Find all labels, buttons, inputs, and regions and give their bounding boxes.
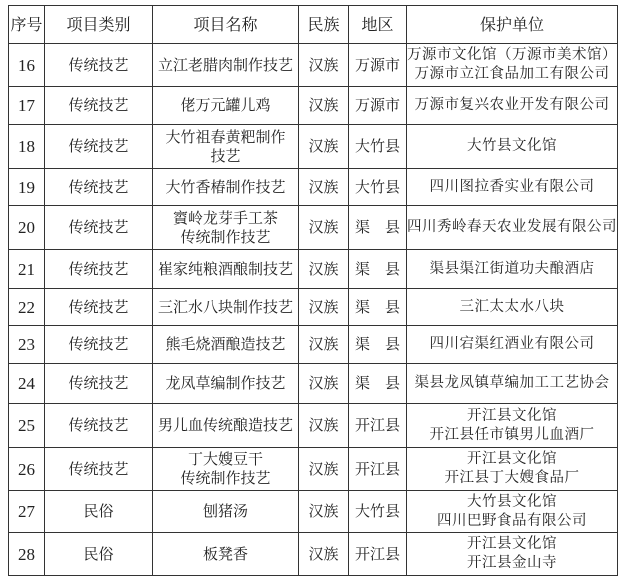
project-name bbox=[153, 289, 299, 326]
protection-unit bbox=[407, 448, 618, 491]
heritage-table bbox=[8, 5, 618, 576]
project-name bbox=[153, 404, 299, 448]
project-name bbox=[153, 169, 299, 206]
row-number: 26 bbox=[9, 448, 45, 491]
row-number: 28 bbox=[9, 533, 45, 576]
project-category: 传统技艺 bbox=[45, 364, 153, 404]
region: 开江县 bbox=[349, 533, 407, 576]
ethnicity: 汉族 bbox=[299, 87, 349, 125]
row-number: 22 bbox=[9, 289, 45, 326]
header-region: 地区 bbox=[349, 6, 407, 44]
project-name bbox=[153, 533, 299, 576]
protection-unit-line: 大竹县文化馆 bbox=[467, 138, 557, 154]
table-row bbox=[9, 87, 618, 125]
protection-unit-line: 开江县丁大嫂食品厂 bbox=[444, 470, 580, 486]
ethnicity: 汉族 bbox=[299, 289, 349, 326]
project-category: 传统技艺 bbox=[45, 169, 153, 206]
table-row bbox=[9, 289, 618, 326]
project-name-line: 传统制作技艺 bbox=[180, 469, 271, 487]
protection-unit bbox=[407, 404, 618, 448]
row-number: 27 bbox=[9, 491, 45, 533]
protection-unit bbox=[407, 364, 618, 404]
project-name-line: 技艺 bbox=[210, 146, 241, 165]
row-number: 18 bbox=[9, 125, 45, 169]
protection-unit bbox=[407, 169, 618, 206]
protection-unit-line: 开江县金山寺 bbox=[467, 555, 557, 571]
project-category: 传统技艺 bbox=[45, 404, 153, 448]
project-category: 传统技艺 bbox=[45, 125, 153, 169]
header-ethnicity: 民族 bbox=[299, 6, 349, 44]
ethnicity: 汉族 bbox=[299, 44, 349, 87]
project-category: 传统技艺 bbox=[45, 448, 153, 491]
project-name-line: 刨猪汤 bbox=[202, 502, 248, 520]
protection-unit-line: 四川巴野食品有限公司 bbox=[437, 512, 587, 529]
project-category: 传统技艺 bbox=[45, 44, 153, 87]
project-name-line: 板凳香 bbox=[202, 544, 248, 563]
project-category: 传统技艺 bbox=[45, 206, 153, 250]
protection-unit-line: 四川宕渠红酒业有限公司 bbox=[429, 336, 595, 352]
project-name bbox=[153, 206, 299, 250]
row-number: 19 bbox=[9, 169, 45, 206]
table-row bbox=[9, 491, 618, 533]
protection-unit bbox=[407, 289, 618, 326]
ethnicity: 汉族 bbox=[299, 125, 349, 169]
header-name: 项目名称 bbox=[153, 6, 299, 44]
protection-unit-line: 万源市文化馆（万源市美术馆） bbox=[407, 47, 617, 63]
protection-unit-line: 大竹县文化馆 bbox=[467, 493, 557, 510]
ethnicity: 汉族 bbox=[299, 491, 349, 533]
protection-unit-line: 三汇太太水八块 bbox=[459, 298, 565, 315]
protection-unit-line: 四川秀岭春天农业发展有限公司 bbox=[407, 219, 617, 235]
project-name-line: 大竹祖春黄粑制作 bbox=[165, 127, 286, 146]
region: 开江县 bbox=[349, 448, 407, 491]
project-name-line: 龙凤草编制作技艺 bbox=[165, 374, 286, 392]
project-name-line: 立江老腊肉制作技艺 bbox=[157, 55, 293, 74]
project-category: 传统技艺 bbox=[45, 87, 153, 125]
protection-unit bbox=[407, 87, 618, 125]
project-name-line: 传统制作技艺 bbox=[180, 227, 271, 246]
region: 渠 县 bbox=[349, 364, 407, 404]
row-number: 23 bbox=[9, 326, 45, 364]
project-category: 民俗 bbox=[45, 533, 153, 576]
ethnicity: 汉族 bbox=[299, 326, 349, 364]
region: 大竹县 bbox=[349, 169, 407, 206]
ethnicity: 汉族 bbox=[299, 364, 349, 404]
project-name bbox=[153, 125, 299, 169]
table-row bbox=[9, 169, 618, 206]
region: 渠 县 bbox=[349, 250, 407, 289]
table-row bbox=[9, 250, 618, 289]
protection-unit-line: 四川图拉香实业有限公司 bbox=[429, 178, 595, 195]
header-no: 序号 bbox=[9, 6, 45, 44]
row-number: 17 bbox=[9, 87, 45, 125]
protection-unit bbox=[407, 44, 618, 87]
project-name-line: 男儿血传统酿造技艺 bbox=[157, 416, 293, 434]
header-unit: 保护单位 bbox=[407, 6, 618, 44]
project-name-line: 賨岭龙芽手工茶 bbox=[172, 208, 278, 227]
row-number: 24 bbox=[9, 364, 45, 404]
header-category: 项目类别 bbox=[45, 6, 153, 44]
ethnicity: 汉族 bbox=[299, 169, 349, 206]
region: 大竹县 bbox=[349, 491, 407, 533]
protection-unit bbox=[407, 533, 618, 576]
table-row bbox=[9, 206, 618, 250]
table-row bbox=[9, 404, 618, 448]
region: 大竹县 bbox=[349, 125, 407, 169]
ethnicity: 汉族 bbox=[299, 404, 349, 448]
ethnicity: 汉族 bbox=[299, 250, 349, 289]
row-number: 21 bbox=[9, 250, 45, 289]
project-name-line: 崔家纯粮酒酿制技艺 bbox=[157, 259, 293, 278]
project-name bbox=[153, 326, 299, 364]
protection-unit-line: 开江县文化馆 bbox=[467, 536, 557, 552]
protection-unit-line: 万源市复兴农业开发有限公司 bbox=[414, 97, 610, 113]
protection-unit-line: 开江县文化馆 bbox=[467, 407, 557, 424]
project-name bbox=[153, 491, 299, 533]
project-name bbox=[153, 364, 299, 404]
project-name bbox=[153, 87, 299, 125]
project-category: 传统技艺 bbox=[45, 326, 153, 364]
project-name-line: 丁大嫂豆干 bbox=[187, 450, 263, 468]
project-name-line: 三汇水八块制作技艺 bbox=[157, 297, 293, 316]
protection-unit-line: 开江县文化馆 bbox=[467, 451, 557, 467]
table-row bbox=[9, 448, 618, 491]
row-number: 20 bbox=[9, 206, 45, 250]
protection-unit bbox=[407, 250, 618, 289]
table-row bbox=[9, 533, 618, 576]
ethnicity: 汉族 bbox=[299, 533, 349, 576]
region: 万源市 bbox=[349, 87, 407, 125]
protection-unit-line: 渠县渠江街道功夫酿酒店 bbox=[429, 260, 595, 277]
row-number: 25 bbox=[9, 404, 45, 448]
project-category: 传统技艺 bbox=[45, 250, 153, 289]
table-row bbox=[9, 364, 618, 404]
region: 开江县 bbox=[349, 404, 407, 448]
project-name-line: 熊毛烧酒酿造技艺 bbox=[165, 335, 286, 353]
protection-unit bbox=[407, 206, 618, 250]
project-name-line: 佬万元罐儿鸡 bbox=[180, 96, 271, 114]
project-name bbox=[153, 44, 299, 87]
region: 万源市 bbox=[349, 44, 407, 87]
project-category: 民俗 bbox=[45, 491, 153, 533]
protection-unit-line: 万源市立江食品加工有限公司 bbox=[414, 66, 610, 82]
region: 渠 县 bbox=[349, 326, 407, 364]
protection-unit bbox=[407, 491, 618, 533]
protection-unit-line: 开江县任市镇男儿血酒厂 bbox=[429, 426, 595, 443]
ethnicity: 汉族 bbox=[299, 206, 349, 250]
table-row bbox=[9, 44, 618, 87]
region: 渠 县 bbox=[349, 206, 407, 250]
project-name bbox=[153, 250, 299, 289]
table-row bbox=[9, 326, 618, 364]
project-name-line: 大竹香椿制作技艺 bbox=[165, 177, 286, 196]
table-row bbox=[9, 125, 618, 169]
row-number: 16 bbox=[9, 44, 45, 87]
project-name bbox=[153, 448, 299, 491]
protection-unit bbox=[407, 326, 618, 364]
ethnicity: 汉族 bbox=[299, 448, 349, 491]
project-category: 传统技艺 bbox=[45, 289, 153, 326]
region: 渠 县 bbox=[349, 289, 407, 326]
header-row bbox=[9, 6, 618, 44]
protection-unit bbox=[407, 125, 618, 169]
protection-unit-line: 渠县龙凤镇草编加工工艺协会 bbox=[414, 375, 610, 391]
